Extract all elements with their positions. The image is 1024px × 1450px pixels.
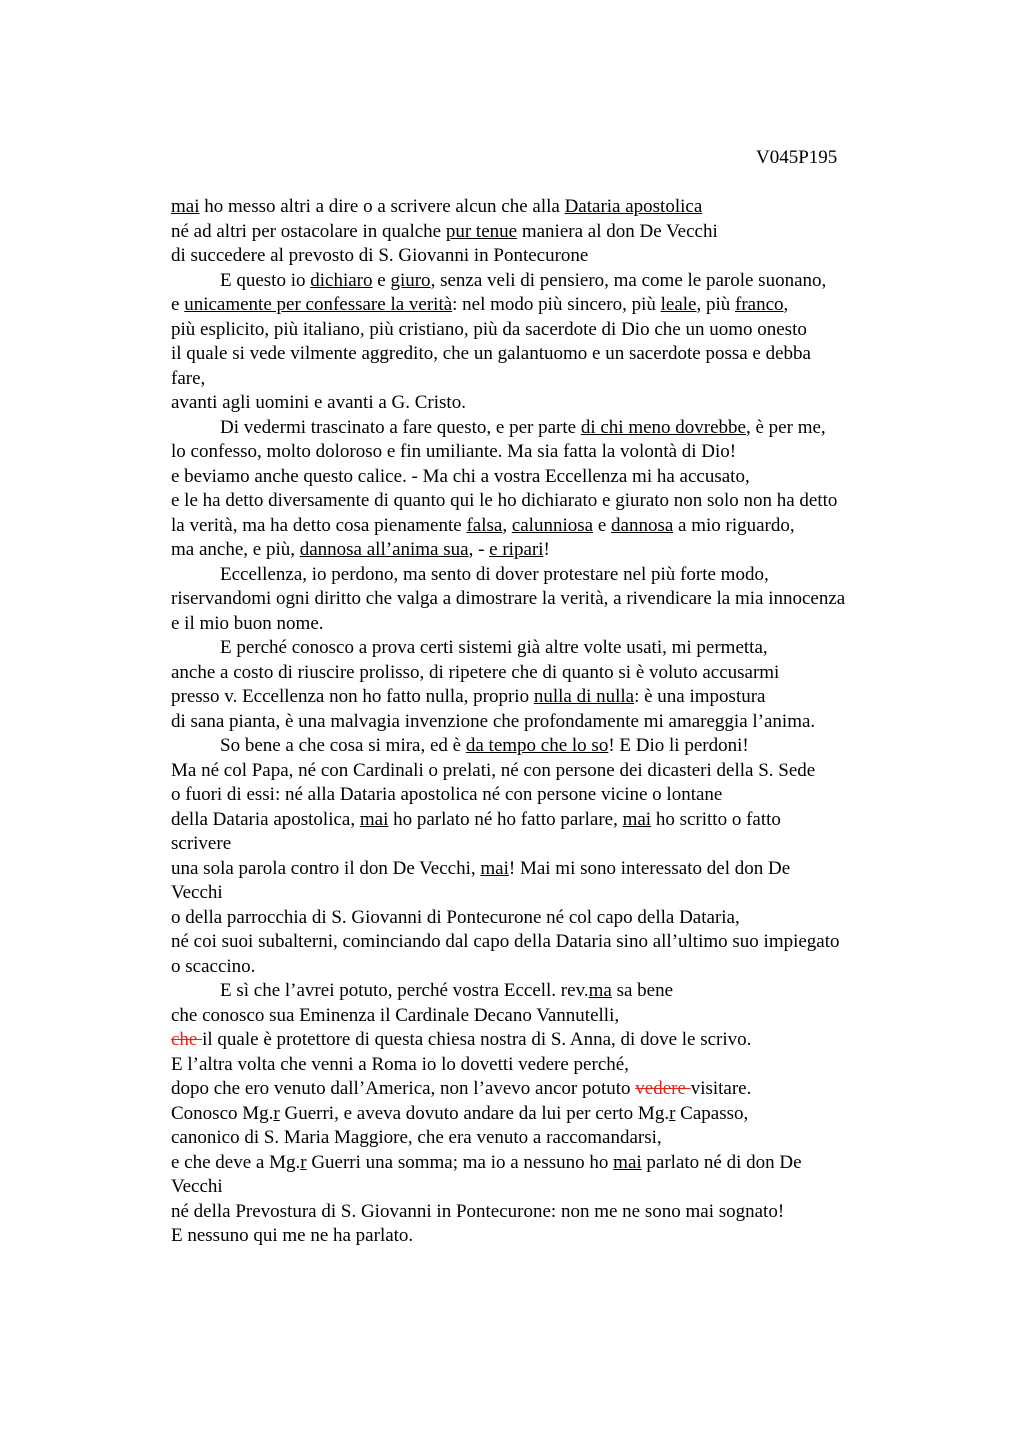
text-segment: di succedere al prevosto di S. Giovanni in Pontecurone — [171, 245, 589, 266]
text-line — [171, 759, 916, 784]
text-line — [171, 612, 916, 637]
text-line — [171, 293, 916, 318]
underlined-text: unicamente per confessare la verità — [184, 294, 453, 315]
text-segment: e le ha detto diversamente di quanto qui le ho dichiarato e giurato non solo non ha detto — [171, 490, 838, 511]
text-segment: a mio riguardo, — [673, 514, 795, 536]
underlined-text: mai — [171, 196, 200, 217]
text-segment: Eccellenza, io perdono, ma sento di dover protestare nel più forte modo, — [220, 563, 769, 585]
text-segment: parlato né di don De — [641, 1151, 802, 1173]
underlined-text: di chi meno dovrebbe — [580, 416, 746, 438]
text-segment: : è una impostura — [634, 686, 766, 707]
text-line — [171, 563, 916, 588]
text-segment: , - — [468, 539, 490, 560]
text-line — [171, 832, 916, 857]
text-line — [171, 489, 916, 514]
text-segment: e — [171, 294, 185, 315]
underlined-text: mai — [622, 808, 652, 830]
text-line — [171, 955, 916, 980]
underlined-text: franco — [735, 294, 784, 315]
page-id: V045P195 — [756, 147, 838, 168]
text-line — [171, 1053, 916, 1078]
text-segment: , più — [696, 294, 735, 315]
text-segment: riservandomi ogni diritto che valga a dimostrare la verità, a rivendicare la mia innocenza — [171, 588, 846, 609]
text-segment: visitare. — [690, 1078, 752, 1099]
text-segment: né coi suoi subalterni, cominciando dal capo della Dataria sino all’ultimo suo impiegato — [171, 931, 840, 952]
underlined-text: leale — [660, 294, 697, 315]
text-segment: e — [372, 269, 391, 291]
underlined-text: calunniosa — [511, 514, 594, 536]
text-segment: avanti agli uomini e avanti a G. Cristo. — [171, 392, 466, 413]
text-segment: o scaccino. — [171, 955, 256, 977]
text-segment: , senza veli di pensiero, ma come le parole suonano, — [430, 269, 827, 291]
deleted-text: vedere — [635, 1078, 691, 1099]
text-segment: ho messo altri a dire o a scrivere alcun che alla — [199, 196, 565, 217]
text-line — [171, 195, 916, 220]
text-line — [171, 857, 916, 882]
text-line — [171, 1102, 916, 1127]
text-line — [171, 367, 916, 392]
text-segment: sa bene — [611, 980, 674, 1001]
text-segment: Vecchi — [171, 882, 223, 903]
text-line — [171, 906, 916, 931]
text-segment: E sì che l’avrei potuto, perché vostra Eccell. rev. — [220, 980, 589, 1001]
text-line — [171, 538, 916, 563]
text-segment: ho scritto o fatto — [651, 808, 781, 830]
text-line — [171, 1028, 916, 1053]
underlined-text: da tempo che lo so — [465, 735, 609, 756]
text-line — [171, 244, 916, 269]
text-segment: E l’altra volta che venni a Roma io lo dovetti vedere perché, — [171, 1053, 629, 1075]
deleted-text: che — [171, 1029, 203, 1050]
text-segment: e il mio buon nome. — [171, 612, 324, 634]
letter-body — [171, 195, 916, 1249]
text-segment: ! E Dio li perdoni! — [608, 735, 749, 756]
text-segment: Conosco Mg. — [171, 1102, 274, 1124]
text-segment: il quale è protettore di questa chiesa nostra di S. Anna, di dove le scrivo. — [202, 1029, 752, 1050]
text-segment: So bene a che cosa si mira, ed è — [220, 735, 466, 756]
underlined-text: r — [669, 1102, 676, 1124]
text-segment: Vecchi — [171, 1176, 223, 1197]
text-segment: Guerri, e aveva dovuto andare da lui per certo Mg. — [279, 1102, 670, 1124]
underlined-text: r — [273, 1102, 280, 1124]
text-line — [171, 1126, 916, 1151]
text-line — [171, 514, 916, 539]
text-segment: di sana pianta, è una malvagia invenzione che profondamente mi amareggia l’anima. — [171, 710, 816, 732]
text-segment: Guerri una somma; ma io a nessuno ho — [306, 1151, 614, 1173]
text-segment: che conosco sua Eminenza il Cardinale Decano Vannutelli, — [171, 1004, 620, 1026]
text-line — [171, 391, 916, 416]
text-line — [171, 930, 916, 955]
underlined-text: ma — [588, 980, 612, 1001]
text-line — [171, 269, 916, 294]
text-line — [171, 1077, 916, 1102]
text-segment: dopo che ero venuto dall’America, non l’avevo ancor potuto — [171, 1078, 636, 1099]
underlined-text: pur tenue — [445, 220, 518, 242]
text-segment: maniera al don De Vecchi — [517, 220, 718, 242]
text-line — [171, 710, 916, 735]
text-line — [171, 1004, 916, 1029]
text-line — [171, 661, 916, 686]
text-segment: o della parrocchia di S. Giovanni di Pontecurone né col capo della Dataria, — [171, 906, 740, 928]
text-line — [171, 808, 916, 833]
underlined-text: e ripari — [489, 539, 544, 560]
text-segment: la verità, ma ha detto cosa pienamente — [171, 514, 467, 536]
text-segment: ! — [543, 539, 550, 560]
text-line — [171, 220, 916, 245]
text-segment: Ma né col Papa, né con Cardinali o prelati, né con persone dei dicasteri della S. Sede — [171, 759, 816, 781]
text-segment: fare, — [171, 367, 206, 389]
underlined-text: mai — [359, 808, 389, 830]
text-segment: né ad altri per ostacolare in qualche — [171, 220, 446, 242]
text-segment: lo confesso, molto doloroso e fin umiliante. Ma sia fatta la volontà di Dio! — [171, 441, 737, 462]
text-line — [171, 440, 916, 465]
text-segment: o fuori di essi: né alla Dataria apostolica né con persone vicine o lontane — [171, 784, 723, 805]
text-segment: più esplicito, più italiano, più cristiano, più da sacerdote di Dio che un uomo onesto — [171, 318, 807, 340]
text-segment: presso v. Eccellenza non ho fatto nulla, proprio — [171, 686, 534, 707]
text-line — [171, 1200, 916, 1225]
text-line — [171, 342, 916, 367]
text-segment: e che deve a Mg. — [171, 1151, 301, 1173]
text-line — [171, 734, 916, 759]
text-segment: ma anche, e più, — [171, 539, 300, 560]
text-line — [171, 636, 916, 661]
text-line — [171, 1151, 916, 1176]
text-segment: E nessuno qui me ne ha parlato. — [171, 1225, 414, 1246]
text-line — [171, 1224, 916, 1249]
text-line — [171, 685, 916, 710]
underlined-text: nulla di nulla — [533, 686, 635, 707]
text-line — [171, 416, 916, 441]
text-segment: E perché conosco a prova certi sistemi già altre volte usati, mi permetta, — [220, 637, 768, 658]
underlined-text: falsa — [466, 514, 503, 536]
text-segment: ! Mai mi sono interessato del don De — [508, 857, 791, 879]
underlined-text: giuro — [390, 269, 431, 291]
text-line — [171, 587, 916, 612]
text-segment: E questo io — [220, 269, 311, 291]
text-segment: : nel modo più sincero, più — [452, 294, 661, 315]
text-line — [171, 1175, 916, 1200]
underlined-text: Dataria apostolica — [564, 196, 703, 217]
underlined-text: dichiaro — [310, 269, 373, 291]
text-segment: della Dataria apostolica, — [171, 808, 360, 830]
underlined-text: mai — [480, 857, 509, 879]
text-segment: scrivere — [171, 833, 232, 854]
text-line — [171, 979, 916, 1004]
text-segment: e beviamo anche questo calice. - Ma chi a vostra Eccellenza mi ha accusato, — [171, 465, 750, 487]
text-segment: il quale si vede vilmente aggredito, che un galantuomo e un sacerdote possa e debba — [171, 343, 811, 364]
underlined-text: dannosa all’anima sua — [299, 539, 469, 560]
text-segment: , è per me, — [746, 416, 826, 438]
text-line — [171, 783, 916, 808]
text-segment: canonico di S. Maria Maggiore, che era venuto a raccomandarsi, — [171, 1127, 662, 1148]
text-line — [171, 465, 916, 490]
text-line — [171, 881, 916, 906]
text-segment: anche a costo di riuscire prolisso, di ripetere che di quanto si è voluto accusarmi — [171, 661, 780, 683]
text-segment: Di vedermi trascinato a fare questo, e per parte — [220, 416, 581, 438]
underlined-text: mai — [613, 1151, 642, 1173]
text-segment: una sola parola contro il don De Vecchi, — [171, 857, 481, 879]
underlined-text: r — [300, 1151, 307, 1173]
text-line — [171, 318, 916, 343]
text-segment: , — [502, 514, 512, 536]
text-segment: ho parlato né ho fatto parlare, — [388, 808, 623, 830]
text-segment: Capasso, — [675, 1102, 749, 1124]
underlined-text: dannosa — [611, 514, 674, 536]
text-segment: e — [593, 514, 612, 536]
text-segment: , — [783, 294, 789, 315]
text-segment: né della Prevostura di S. Giovanni in Pontecurone: non me ne sono mai sognato! — [171, 1200, 785, 1222]
